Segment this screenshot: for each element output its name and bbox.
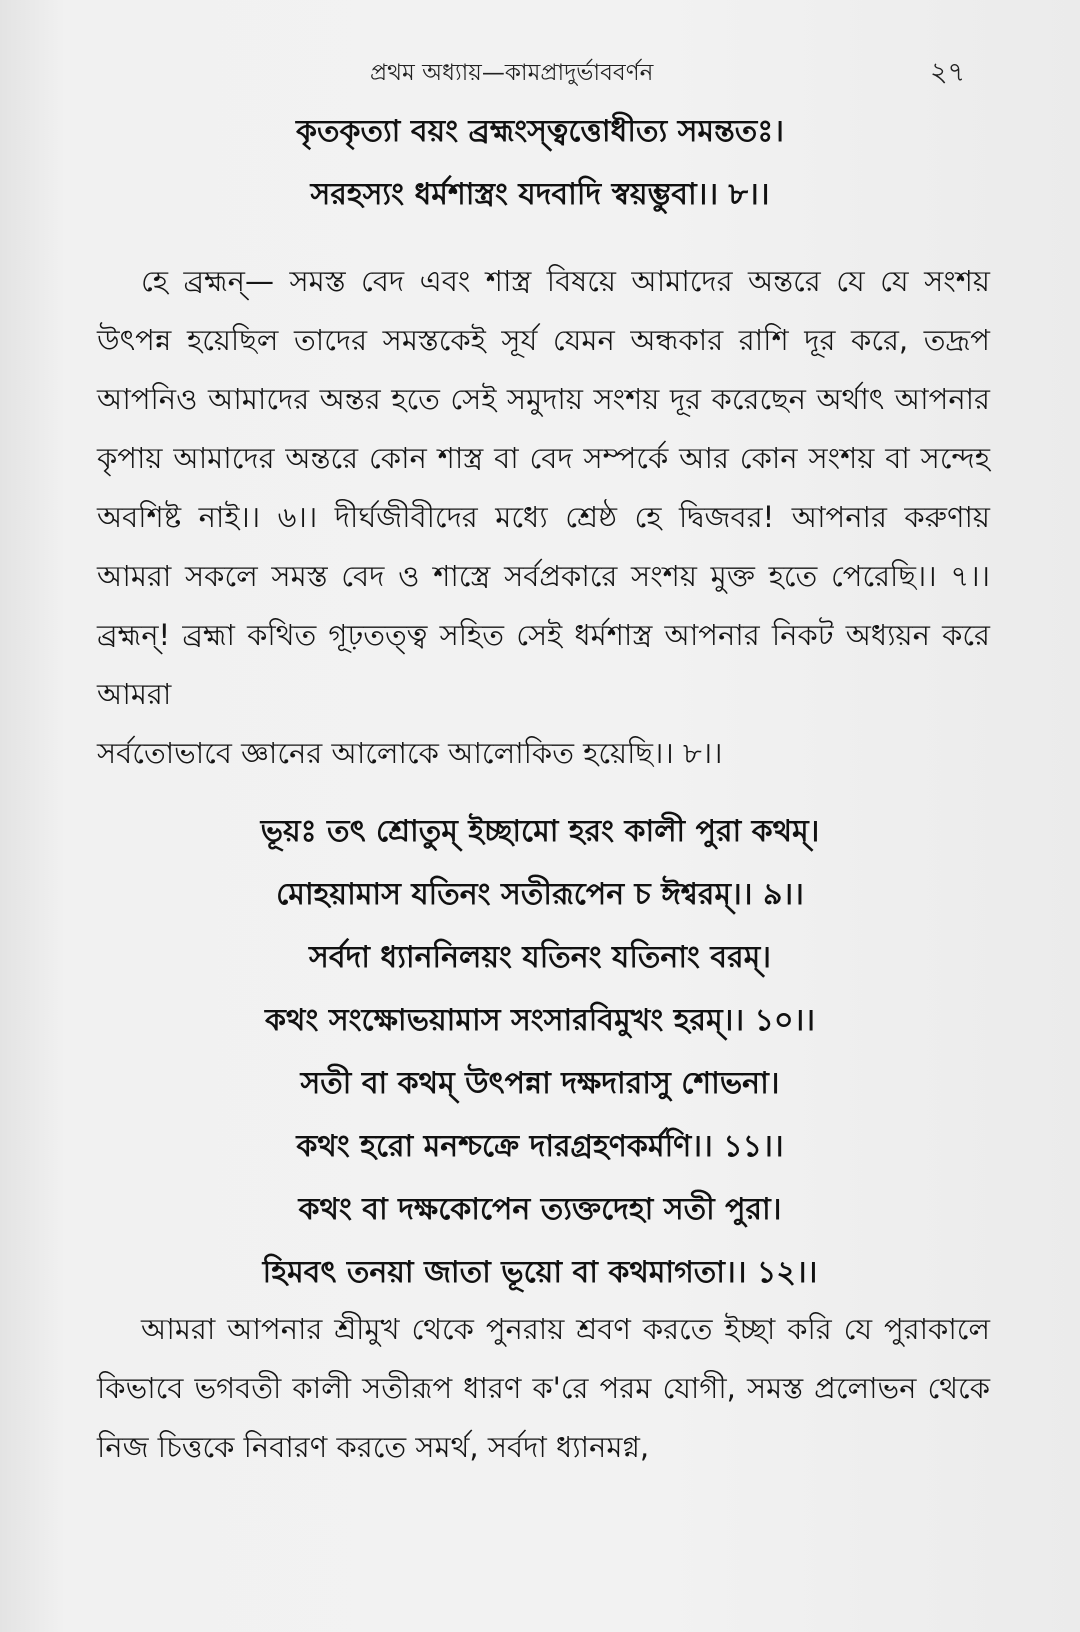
verse-block-8	[0, 100, 1080, 226]
verse-line: সরহস্যং ধর্মশাস্ত্রং যদবাদি স্বয়ম্ভুবা।। ৮।।	[310, 177, 770, 212]
page-number: ২৭	[930, 57, 966, 88]
commentary-paragraph-6-8	[97, 252, 990, 783]
verse-block-9-12	[0, 800, 1080, 1304]
page-header	[0, 50, 1080, 96]
verse-line: হিমবৎ তনয়া জাতা ভূয়ো বা কথমাগতা।। ১২।।	[262, 1255, 818, 1290]
commentary-text: আমরা আপনার শ্রীমুখ থেকে পুনরায় শ্রবণ করতে ইচ্ছা করি যে পুরাকালে কিভাবে ভগবতী কালী সতীরূপ ধারণ ক'রে পরম যোগী, সমস্ত প্রলোভন থেকে নিজ চিত্তকে নিবারণ করতে সমর্থ, সর্বদা ধ্যানমগ্ন,	[97, 1312, 990, 1464]
verse-line: কৃতকৃত্যা বয়ং ব্রহ্মংস্ত্বত্তোধীত্য সমন্ততঃ।	[295, 114, 784, 149]
verse-line: সতী বা কথম্ উৎপন্না দক্ষদারাসু শোভনা।	[300, 1066, 780, 1101]
verse-line: ভূয়ঃ তৎ শ্রোতুম্ ইচ্ছামো হরং কালী পুরা কথম্।	[260, 814, 820, 849]
verse-line: সর্বদা ধ্যাননিলয়ং যতিনং যতিনাং বরম্।	[309, 940, 771, 975]
verse-line: কথং সংক্ষোভয়ামাস সংসারবিমুখং হরম্।। ১০।।	[265, 1003, 815, 1038]
verse-line: কথং হরো মনশ্চক্রে দারগ্রহণকর্মণি।। ১১।।	[296, 1129, 784, 1164]
verse-line: মোহয়ামাস যতিনং সতীরূপেন চ ঈশ্বরম্।। ৯।।	[276, 877, 804, 912]
running-title: প্রথম অধ্যায়—কামপ্রাদুর্ভাববর্ণন	[370, 60, 654, 86]
commentary-last-line: সর্বতোভাবে জ্ঞানের আলোকে আলোকিত হয়েছি।। ৮।।	[97, 736, 723, 770]
commentary-paragraph-9-12	[97, 1300, 990, 1477]
verse-line: কথং বা দক্ষকোপেন ত্যক্তদেহা সতী পুরা।	[298, 1192, 782, 1227]
commentary-text: হে ব্রহ্মন্— সমস্ত বেদ এবং শাস্ত্র বিষয়ে আমাদের অন্তরে যে যে সংশয় উৎপন্ন হয়েছিল তাদের সমস্তকেই সূর্য যেমন অন্ধকার রাশি দূর করে, তদ্রূপ আপনিও আমাদের অন্তর হতে সেই সমুদায় সংশয় দূর করেছেন অর্থাৎ আপনার কৃপায় আমাদের অন্তরে কোন শাস্ত্র বা বেদ সম্পর্কে আর কোন সংশয় বা সন্দেহ অবশিষ্ট নাই।। ৬।। দীর্ঘজীবীদের মধ্যে শ্রেষ্ঠ হে দ্বিজবর! আপনার করুণায় আমরা সকলে সমস্ত বেদ ও শাস্ত্রে সর্বপ্রকারে সংশয় মুক্ত হতে পেরেছি।। ৭।। ব্রহ্মন্! ব্রহ্মা কথিত গূঢ়তত্ত্ব সহিত সেই ধর্মশাস্ত্র আপনার নিকট অধ্যয়ন করে আমরা	[97, 264, 990, 711]
